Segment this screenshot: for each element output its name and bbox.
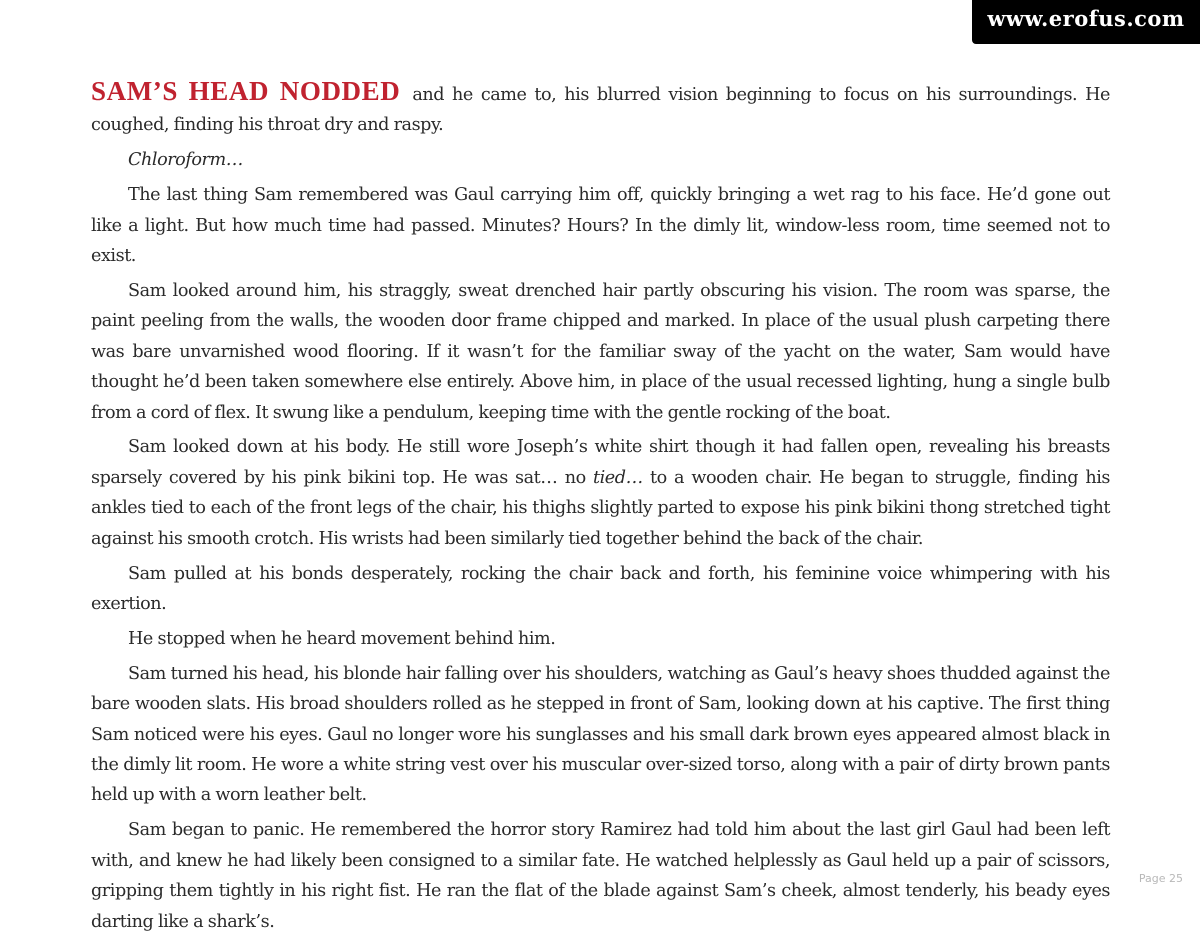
paragraph-5-text-b: to a wooden chair. He began to struggle, finding his ankles tied to each of the front legs of the chair, his thighs slightly parted to expose his pink bikini thong stretched tight against his smooth crotch. His wrists had been similarly tied together behind the back of the chair. bbox=[91, 467, 1110, 549]
paragraph-1-text: and he came to, his blurred vision beginning to focus on his surroundings. He coughed, finding his throat dry and raspy. bbox=[91, 85, 1110, 136]
paragraph-5-emphasis: tied… bbox=[593, 467, 643, 488]
paragraph-1 bbox=[91, 76, 1110, 141]
paragraph-6: Sam pulled at his bonds desperately, rocking the chair back and forth, his feminine voice whimpering with his exertion. bbox=[91, 563, 1110, 614]
page-body bbox=[91, 76, 1110, 941]
paragraph-2-text: Chloroform… bbox=[128, 150, 243, 171]
paragraph-9: Sam began to panic. He remembered the horror story Ramirez had told him about the last girl Gaul had been left with, and knew he had likely been consigned to a similar fate. He watched helplessly as Gaul held up a pair of scissors, gripping them tightly in his right fist. He ran the flat of the blade against Sam’s cheek, almost tenderly, his beady eyes darting like a shark’s. bbox=[91, 820, 1110, 932]
paragraph-8: Sam turned his head, his blonde hair falling over his shoulders, watching as Gaul’s heavy shoes thudded against the bare wooden slats. His broad shoulders rolled as he stepped in front of Sam, looking down at his captive. The first thing Sam noticed were his eyes. Gaul no longer wore his sunglasses and his small dark brown eyes appeared almost black in the dimly lit room. He wore a white string vest over his muscular over-sized torso, along with a pair of dirty brown pants held up with a worn leather belt. bbox=[91, 663, 1110, 806]
paragraph-2 bbox=[91, 145, 1110, 175]
paragraph-7: He stopped when he heard movement behind him. bbox=[128, 628, 556, 649]
paragraph-3: The last thing Sam remembered was Gaul carrying him off, quickly bringing a wet rag to his face. He’d gone out like a light. But how much time had passed. Minutes? Hours? In the dimly lit, window-less room, time seemed not to exist. bbox=[91, 185, 1110, 267]
paragraph-5 bbox=[91, 432, 1110, 554]
page-number: Page 25 bbox=[1138, 872, 1183, 885]
watermark-text: www.erofus.com bbox=[987, 6, 1185, 31]
paragraph-4: Sam looked around him, his straggly, sweat drenched hair partly obscuring his vision. The room was sparse, the paint peeling from the walls, the wooden door frame chipped and marked. In place of the usual plush carpeting there was bare unvarnished wood flooring. If it wasn’t for the familiar sway of the yacht on the water, Sam would have thought he’d been taken somewhere else entirely. Above him, in place of the usual recessed lighting, hung a single bulb from a cord of flex. It swung like a pendulum, keeping time with the gentle rocking of the boat. bbox=[91, 280, 1110, 423]
paragraph-5-text-a: Sam looked down at his body. He still wore Joseph’s white shirt though it had fallen open, revealing his breasts sparsely covered by his pink bikini top. He was sat… no bbox=[91, 437, 1110, 488]
watermark-badge bbox=[972, 0, 1200, 44]
opening-lead: SAM’S HEAD NODDED bbox=[91, 76, 401, 106]
